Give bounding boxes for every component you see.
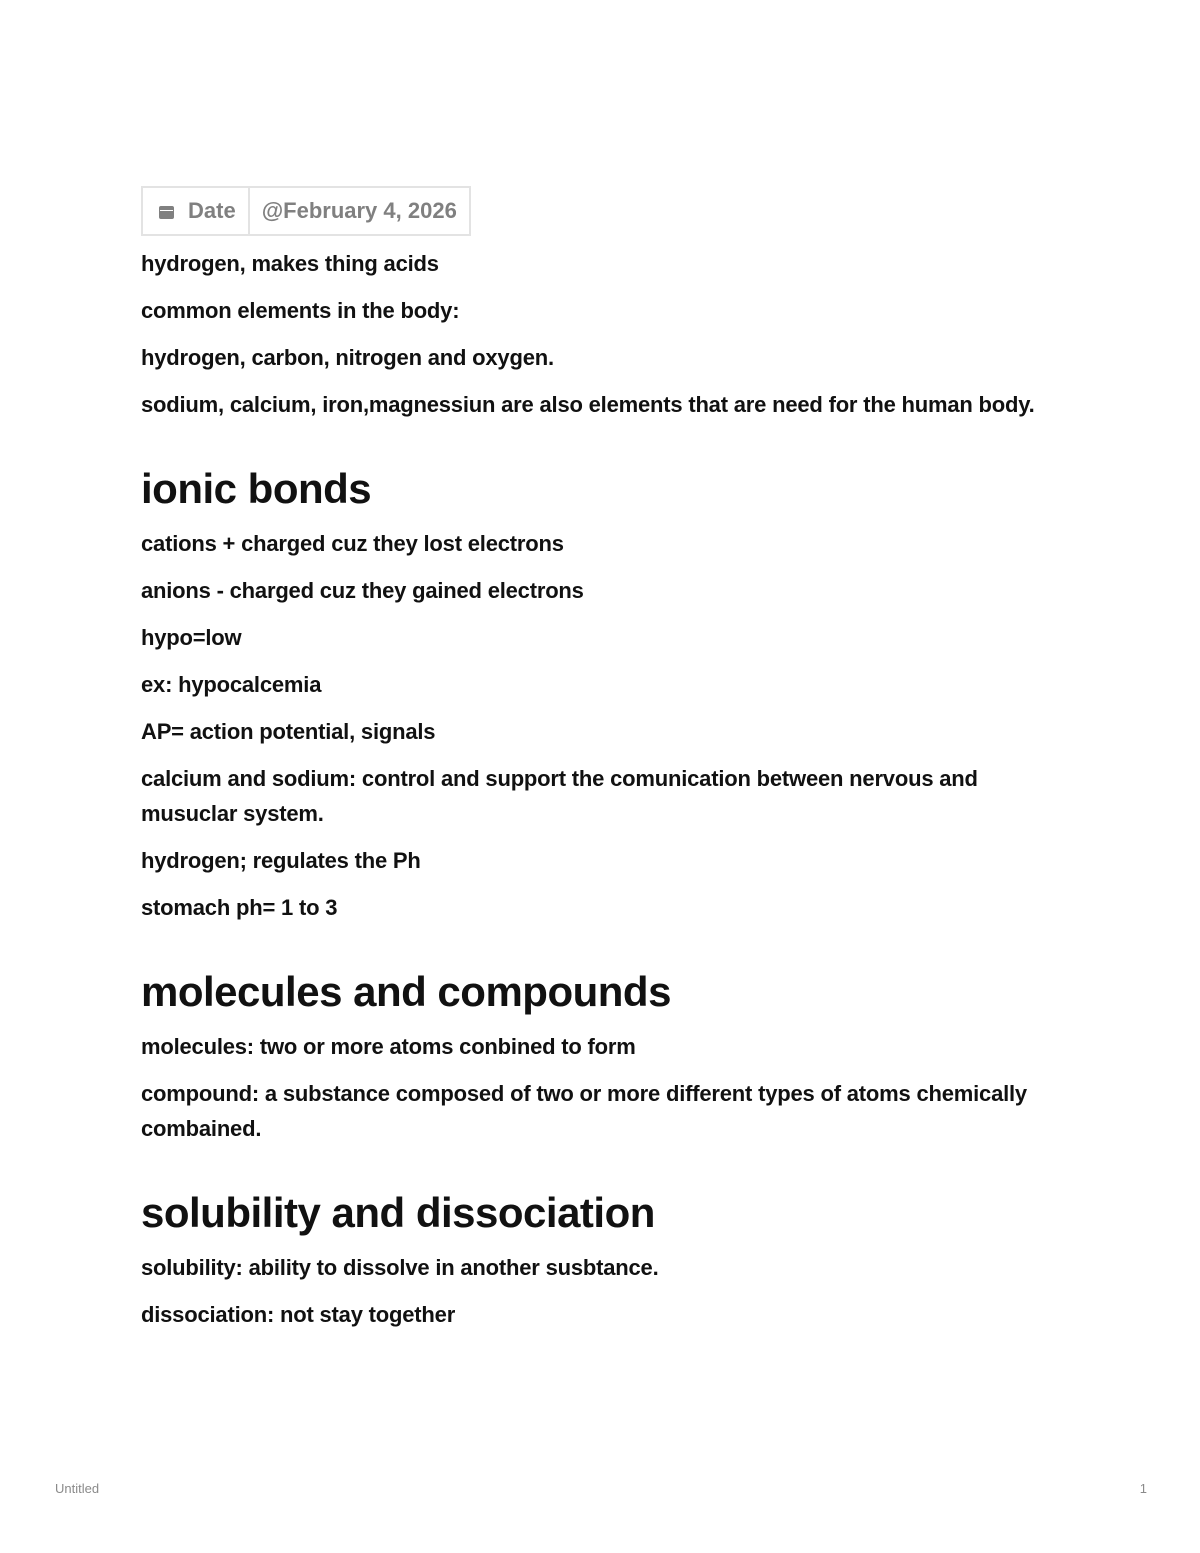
paragraph: hypo=low xyxy=(141,625,242,650)
page-content xyxy=(141,186,1061,1344)
paragraph: compound: a substance composed of two or more different types of atoms chemically combained. xyxy=(141,1081,1027,1141)
paragraph: stomach ph= 1 to 3 xyxy=(141,895,338,920)
paragraph: hydrogen; regulates the Ph xyxy=(141,848,421,873)
footer-page-number: 1 xyxy=(1139,1481,1147,1496)
paragraph: molecules: two or more atoms conbined to form xyxy=(141,1034,636,1059)
paragraph: calcium and sodium: control and support the comunication between nervous and musuclar system. xyxy=(141,766,978,826)
section-heading-solubility-and-dissociation: solubility and dissociation xyxy=(141,1189,655,1236)
paragraph: dissociation: not stay together xyxy=(141,1302,456,1327)
section-heading-ionic-bonds: ionic bonds xyxy=(141,465,372,512)
paragraph: AP= action potential, signals xyxy=(141,719,436,744)
paragraph: common elements in the body: xyxy=(141,298,460,323)
section-heading-molecules-and-compounds: molecules and compounds xyxy=(141,968,671,1015)
paragraph: anions - charged cuz they gained electrons xyxy=(141,578,584,603)
footer-document-title: Untitled xyxy=(55,1481,100,1496)
paragraph: hydrogen, carbon, nitrogen and oxygen. xyxy=(141,345,554,370)
date-property-name xyxy=(142,187,249,235)
calendar-icon xyxy=(159,206,174,219)
property-table xyxy=(141,186,471,236)
date-property-value: @February 4, 2026 xyxy=(249,187,470,235)
paragraph: hydrogen, makes thing acids xyxy=(141,251,439,276)
paragraph: cations + charged cuz they lost electrons xyxy=(141,531,564,556)
paragraph: solubility: ability to dissolve in another susbtance. xyxy=(141,1255,659,1280)
paragraph: ex: hypocalcemia xyxy=(141,672,322,697)
date-label: Date xyxy=(188,198,236,223)
paragraph: sodium, calcium, iron,magnessiun are also elements that are need for the human body. xyxy=(141,392,1035,417)
date-property-row xyxy=(142,187,470,235)
